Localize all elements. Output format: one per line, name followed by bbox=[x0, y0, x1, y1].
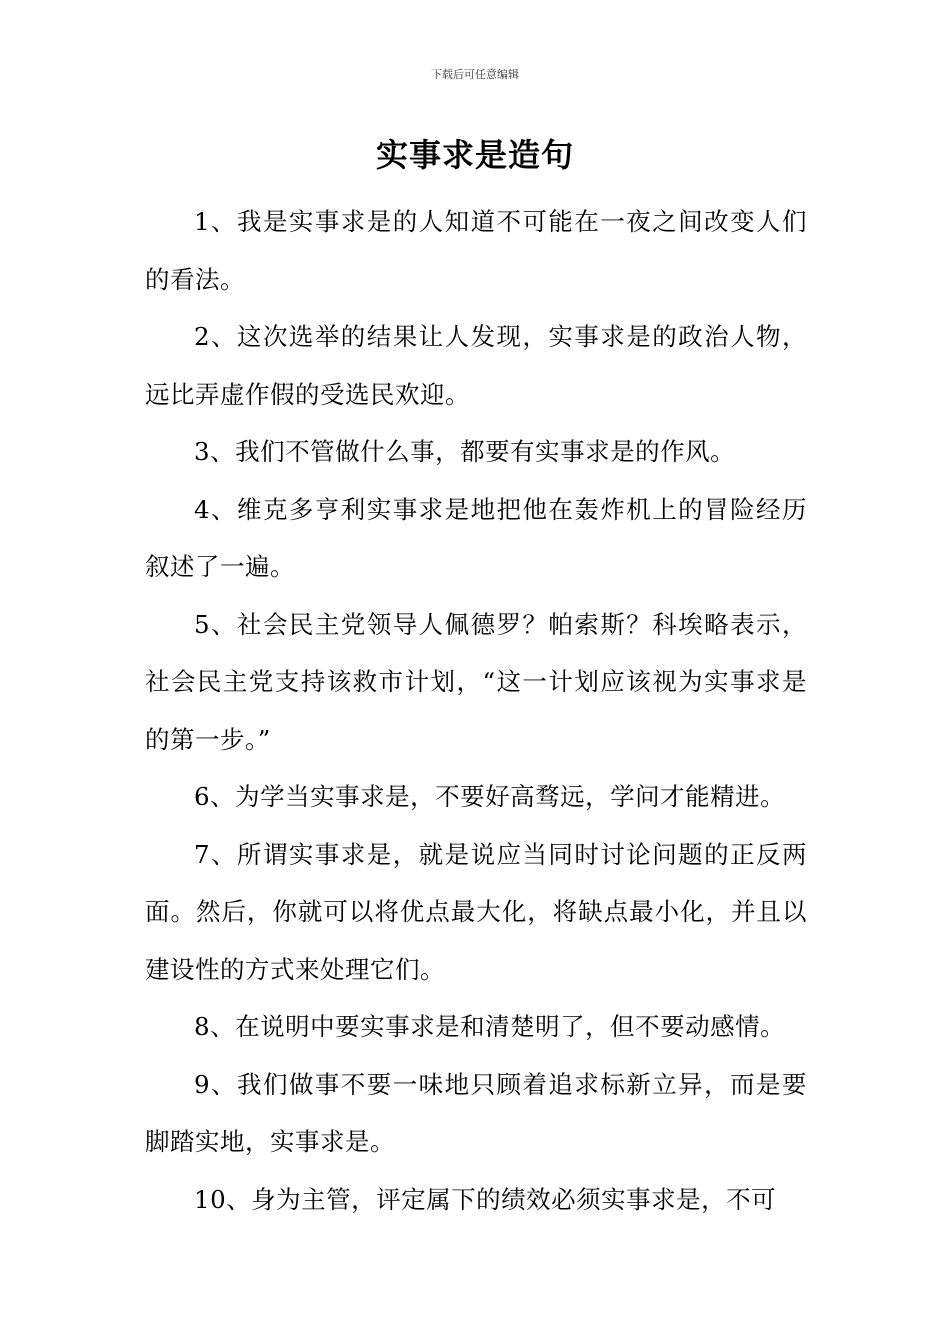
paragraph: 7、所谓实事求是，就是说应当同时讨论问题的正反两面。然后，你就可以将优点最大化，将缺点最小化，并且以建设性的方式来处理它们。 bbox=[145, 839, 807, 984]
paragraph: 9、我们做事不要一味地只顾着追求标新立异，而是要脚踏实地，实事求是。 bbox=[145, 1069, 807, 1156]
paragraph: 5、社会民主党领导人佩德罗？帕索斯？科埃略表示，社会民主党支持该救市计划，“这一计划应该视为实事求是的第一步。” bbox=[145, 609, 807, 754]
paragraph: 3、我们不管做什么事，都要有实事求是的作风。 bbox=[194, 437, 736, 466]
header-note: 下载后可任意编辑 bbox=[431, 68, 519, 81]
paragraph: 10、身为主管，评定属下的绩效必须实事求是，不可 bbox=[194, 1184, 777, 1214]
document-body bbox=[145, 193, 807, 1228]
paragraph: 4、维克多亨利实事求是地把他在轰炸机上的冒险经历叙述了一遍。 bbox=[145, 494, 807, 581]
paragraph: 1、我是实事求是的人知道不可能在一夜之间改变人们的看法。 bbox=[145, 207, 807, 294]
paragraph: 2、这次选举的结果让人发现，实事求是的政治人物，远比弄虚作假的受选民欢迎。 bbox=[145, 322, 807, 409]
document-title: 实事求是造句 bbox=[375, 136, 574, 174]
paragraph: 8、在说明中要实事求是和清楚明了，但不要动感情。 bbox=[194, 1012, 786, 1041]
paragraph: 6、为学当实事求是，不要好高骛远，学问才能精进。 bbox=[194, 782, 786, 811]
